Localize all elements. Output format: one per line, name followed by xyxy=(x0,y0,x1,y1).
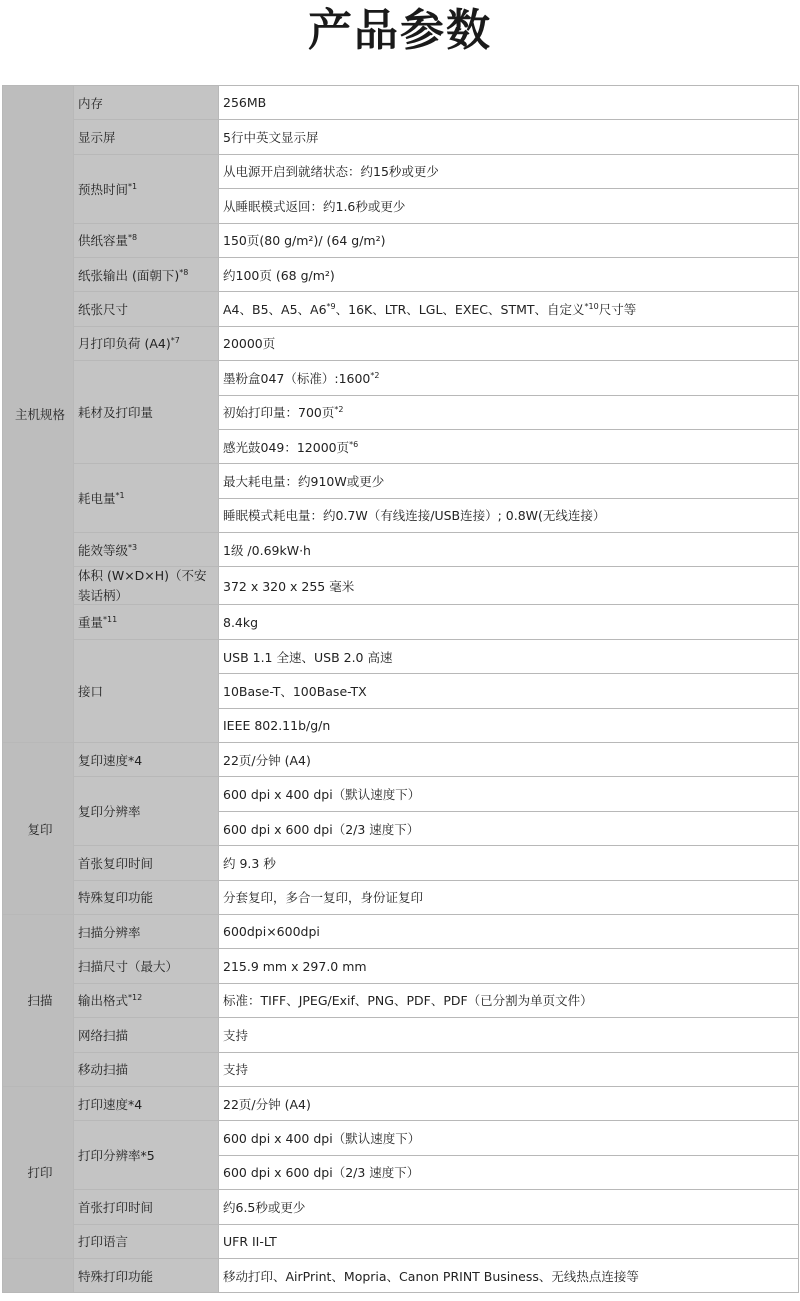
param-name: 预热时间 xyxy=(78,181,129,197)
param-value-cell xyxy=(219,777,799,811)
param-name-cell xyxy=(74,1086,219,1120)
category-cell: 扫描 xyxy=(3,914,74,1086)
param-name: 输出格式 xyxy=(78,993,129,1009)
param-value: 600 dpi x 600 dpi（2/3 速度下） xyxy=(223,1165,420,1181)
param-value: 8.4kg xyxy=(223,614,259,630)
table-row xyxy=(3,361,799,395)
param-value: 22页/分钟 (A4) xyxy=(223,1096,311,1112)
param-value: 分套复印，多合一复印，身份证复印 xyxy=(223,890,424,906)
param-value-cell xyxy=(219,464,799,498)
param-name-cell xyxy=(74,567,219,605)
table-row xyxy=(3,605,799,639)
table-row xyxy=(3,567,799,605)
param-name-cell xyxy=(74,1052,219,1086)
param-value: UFR II-LT xyxy=(223,1233,277,1249)
table-row xyxy=(3,1052,799,1086)
param-name: 复印分辨率 xyxy=(78,804,141,820)
param-value-cell xyxy=(219,154,799,188)
param-name: 扫描分辨率 xyxy=(78,924,141,940)
param-name: 特殊复印功能 xyxy=(78,890,154,906)
param-name-cell xyxy=(74,639,219,742)
param-value-cell xyxy=(219,567,799,605)
param-value: 约 9.3 秒 xyxy=(223,855,276,871)
table-row xyxy=(3,257,799,291)
table-row xyxy=(3,639,799,673)
table-row xyxy=(3,1258,799,1292)
param-value: 标准：TIFF、JPEG/Exif、PNG、PDF、PDF（已分割为单页文件） xyxy=(223,993,593,1009)
param-value-cell xyxy=(219,189,799,223)
param-name: 内存 xyxy=(78,95,104,111)
param-name-cell xyxy=(74,1121,219,1190)
param-name: 接口 xyxy=(78,683,104,699)
param-name-cell xyxy=(74,914,219,948)
table-row xyxy=(3,949,799,983)
table-row xyxy=(3,743,799,777)
param-value-cell xyxy=(219,708,799,742)
param-value: 20000页 xyxy=(223,336,276,352)
param-name-cell xyxy=(74,86,219,120)
category-cell: 主机规格 xyxy=(3,86,74,743)
param-name: 移动扫描 xyxy=(78,1062,129,1078)
param-value: IEEE 802.11b/g/n xyxy=(223,717,331,733)
param-name: 耗电量 xyxy=(78,491,116,507)
param-name-cell xyxy=(74,326,219,360)
footnote-mark: *1 xyxy=(128,181,138,191)
param-value-cell xyxy=(219,1052,799,1086)
param-name-cell xyxy=(74,533,219,567)
param-value: 600 dpi x 600 dpi（2/3 速度下） xyxy=(223,821,420,837)
param-name-cell xyxy=(74,120,219,154)
param-value: USB 1.1 全速、USB 2.0 高速 xyxy=(223,649,393,665)
param-value: 墨粉盒047（标准）:1600 xyxy=(223,370,371,386)
table-row xyxy=(3,292,799,326)
param-value: 睡眠模式耗电量：约0.7W（有线连接/USB连接）; 0.8W(无线连接） xyxy=(223,508,606,524)
table-row xyxy=(3,777,799,811)
param-value: 372 x 320 x 255 毫米 xyxy=(223,578,355,594)
footnote-mark: *10 xyxy=(584,302,599,312)
footnote-mark: *1 xyxy=(115,491,125,501)
table-row xyxy=(3,1121,799,1155)
footnote-mark: *7 xyxy=(170,336,180,346)
category-cell xyxy=(3,1258,74,1292)
table-row xyxy=(3,1224,799,1258)
table-row xyxy=(3,120,799,154)
param-value-cell xyxy=(219,326,799,360)
table-row xyxy=(3,223,799,257)
param-value: 256MB xyxy=(223,95,267,111)
footnote-mark: *12 xyxy=(128,993,143,1003)
param-value-cell xyxy=(219,639,799,673)
param-value-cell xyxy=(219,1258,799,1292)
param-name-cell xyxy=(74,949,219,983)
param-value-cell xyxy=(219,361,799,395)
param-value: 支持 xyxy=(223,1027,249,1043)
param-value: 从睡眠模式返回：约1.6秒或更少 xyxy=(223,198,406,214)
param-value-cell xyxy=(219,1224,799,1258)
param-value-cell xyxy=(219,605,799,639)
param-value: 600 dpi x 400 dpi（默认速度下） xyxy=(223,1131,421,1147)
param-name: 体积 (W×D×H)（不安装话柄） xyxy=(78,568,207,604)
param-name: 显示屏 xyxy=(78,130,116,146)
param-value-cell xyxy=(219,120,799,154)
param-name: 供纸容量 xyxy=(78,233,129,249)
param-name: 打印语言 xyxy=(78,1234,129,1250)
param-name: 能效等级 xyxy=(78,542,129,558)
param-value: 600dpi×600dpi xyxy=(223,924,320,940)
footnote-mark: *8 xyxy=(128,233,138,243)
param-value-cell xyxy=(219,914,799,948)
param-name: 纸张尺寸 xyxy=(78,302,129,318)
table-row xyxy=(3,464,799,498)
param-name-cell xyxy=(74,292,219,326)
category-cell: 复印 xyxy=(3,743,74,915)
param-name: 打印分辨率*5 xyxy=(78,1148,155,1164)
footnote-mark: *8 xyxy=(179,267,189,277)
param-value-cell xyxy=(219,292,799,326)
param-name-cell xyxy=(74,1258,219,1292)
param-name: 打印速度*4 xyxy=(78,1096,143,1112)
footnote-mark: *2 xyxy=(334,405,344,415)
param-name: 首张复印时间 xyxy=(78,855,154,871)
param-name-cell xyxy=(74,1190,219,1224)
param-value-cell xyxy=(219,1190,799,1224)
footnote-mark: *9 xyxy=(326,302,336,312)
param-value: 150页(80 g/m²)/ (64 g/m²) xyxy=(223,233,386,249)
table-row xyxy=(3,326,799,360)
param-name: 特殊打印功能 xyxy=(78,1268,154,1284)
param-name-cell xyxy=(74,743,219,777)
param-name-cell xyxy=(74,464,219,533)
param-value-cell xyxy=(219,429,799,463)
param-name-cell xyxy=(74,1018,219,1052)
param-value: 约100页 (68 g/m²) xyxy=(223,267,335,283)
param-name: 复印速度*4 xyxy=(78,752,143,768)
param-value: 移动打印、AirPrint、Mopria、Canon PRINT Business、无线热点连接等 xyxy=(223,1268,639,1284)
param-name: 扫描尺寸（最大） xyxy=(78,959,179,975)
spec-table xyxy=(2,85,799,1293)
param-name: 耗材及打印量 xyxy=(78,405,154,421)
table-row xyxy=(3,983,799,1017)
param-value-cell xyxy=(219,983,799,1017)
param-value-suffix: 尺寸等 xyxy=(598,302,637,318)
table-row xyxy=(3,846,799,880)
param-name: 重量 xyxy=(78,615,104,631)
param-name-cell xyxy=(74,880,219,914)
param-value: 最大耗电量：约910W或更少 xyxy=(223,473,385,489)
footnote-mark: *6 xyxy=(349,439,359,449)
param-value-cell xyxy=(219,846,799,880)
param-value-cell xyxy=(219,1018,799,1052)
param-name: 首张打印时间 xyxy=(78,1199,154,1215)
param-name-cell xyxy=(74,846,219,880)
param-value: 感光鼓049：12000页 xyxy=(223,439,350,455)
param-value: 约6.5秒或更少 xyxy=(223,1199,306,1215)
footnote-mark: *2 xyxy=(370,370,380,380)
table-row xyxy=(3,914,799,948)
param-value-cell xyxy=(219,743,799,777)
param-value: 支持 xyxy=(223,1062,249,1078)
param-value-cell xyxy=(219,1155,799,1189)
param-value: 215.9 mm x 297.0 mm xyxy=(223,958,367,974)
table-row xyxy=(3,533,799,567)
footnote-mark: *3 xyxy=(128,542,138,552)
param-value: 从电源开启到就绪状态：约15秒或更少 xyxy=(223,164,439,180)
param-value-cell xyxy=(219,880,799,914)
param-value: 600 dpi x 400 dpi（默认速度下） xyxy=(223,787,421,803)
param-name: 月打印负荷 (A4) xyxy=(78,336,171,352)
param-value: 初始打印量：700页 xyxy=(223,405,335,421)
param-value: 10Base-T、100Base-TX xyxy=(223,683,367,699)
param-value-cell xyxy=(219,811,799,845)
param-value-cell xyxy=(219,1121,799,1155)
param-value-cell xyxy=(219,86,799,120)
param-name-cell xyxy=(74,361,219,464)
param-value-cell xyxy=(219,498,799,532)
param-name-cell xyxy=(74,777,219,846)
param-value: 22页/分钟 (A4) xyxy=(223,752,311,768)
table-row xyxy=(3,154,799,188)
param-name-cell xyxy=(74,154,219,223)
param-name-cell xyxy=(74,257,219,291)
category-cell: 打印 xyxy=(3,1086,74,1258)
param-value-suffix: 、16K、LTR、LGL、EXEC、STMT、自定义 xyxy=(335,302,585,318)
param-value: 1级 /0.69kW·h xyxy=(223,542,311,558)
param-name-cell xyxy=(74,605,219,639)
table-row xyxy=(3,1018,799,1052)
param-name: 纸张输出 (面朝下) xyxy=(78,267,180,283)
param-value-cell xyxy=(219,257,799,291)
table-row xyxy=(3,880,799,914)
param-name-cell xyxy=(74,223,219,257)
param-value: 5行中英文显示屏 xyxy=(223,130,319,146)
param-name-cell xyxy=(74,1224,219,1258)
footnote-mark: *11 xyxy=(103,615,118,625)
param-value-cell xyxy=(219,223,799,257)
param-value-cell xyxy=(219,1086,799,1120)
param-value-cell xyxy=(219,674,799,708)
table-row xyxy=(3,86,799,120)
page-title: 产品参数 xyxy=(308,5,492,56)
param-value-cell xyxy=(219,949,799,983)
table-row xyxy=(3,1086,799,1120)
param-name-cell xyxy=(74,983,219,1017)
param-value: A4、B5、A5、A6 xyxy=(223,302,327,318)
param-value-cell xyxy=(219,533,799,567)
table-row xyxy=(3,1190,799,1224)
param-name: 网络扫描 xyxy=(78,1027,129,1043)
param-value-cell xyxy=(219,395,799,429)
